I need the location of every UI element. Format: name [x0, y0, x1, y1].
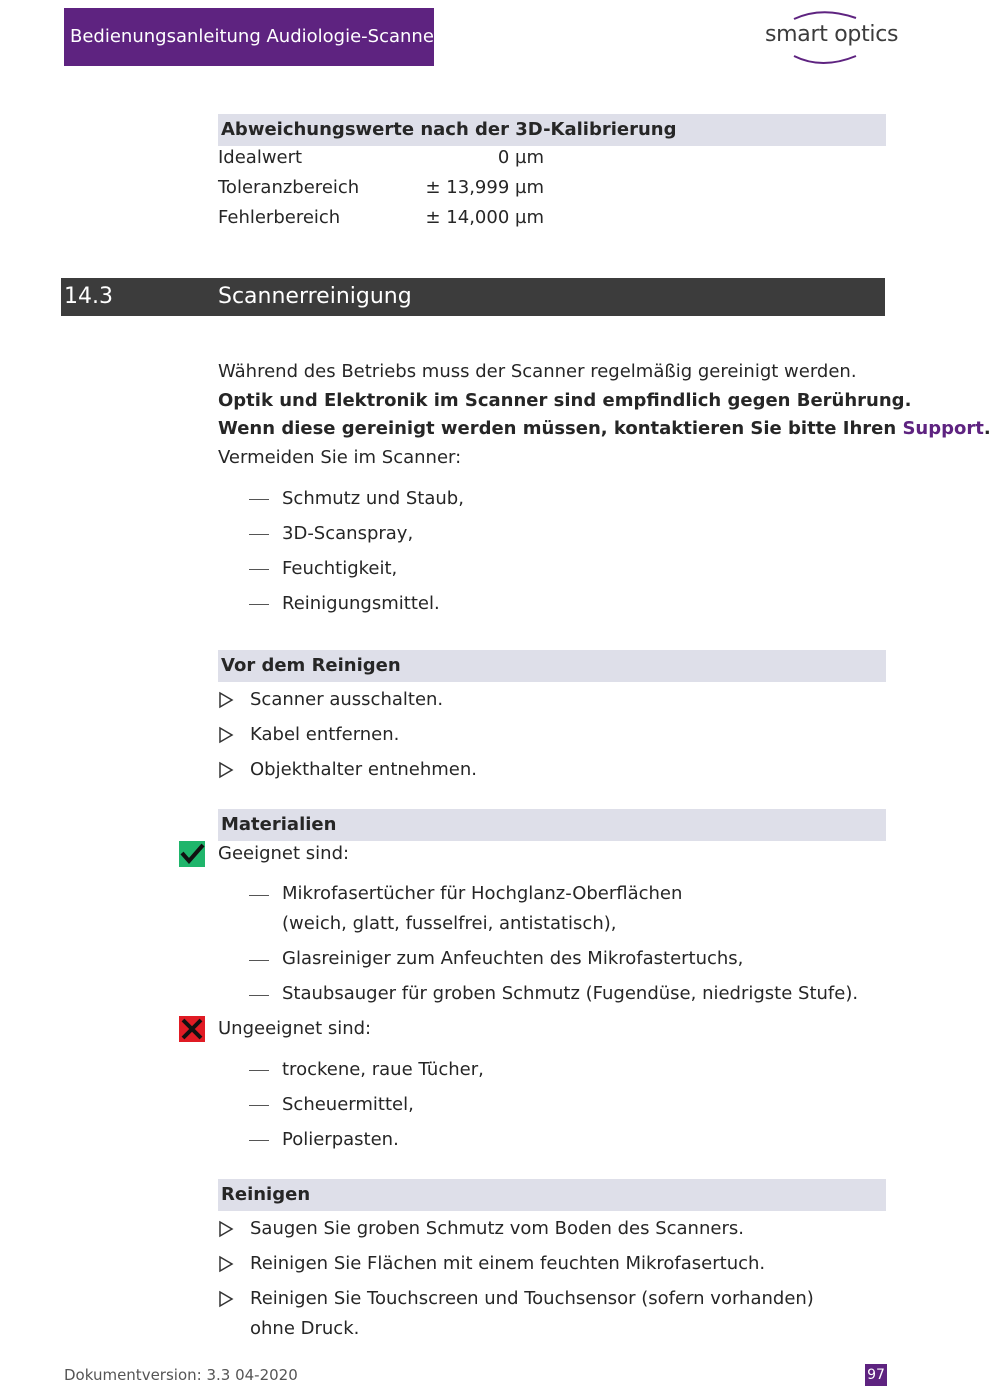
- cleaning-heading: Reinigen: [218, 1179, 886, 1211]
- cleaning-step: Reinigen Sie Touchscreen und Touchsensor (sofern vorhanden): [250, 1288, 814, 1309]
- suitable-item-continuation: (weich, glatt, fusselfrei, antistatisch),: [282, 913, 617, 934]
- unsuitable-item: Polierpasten.: [282, 1129, 399, 1150]
- before-cleaning-step: Kabel entfernen.: [250, 724, 400, 745]
- support-link[interactable]: Support: [902, 418, 984, 439]
- suitable-item: Staubsauger für groben Schmutz (Fugendüse, niedrigste Stufe).: [282, 983, 859, 1004]
- avoid-item: 3D-Scanspray,: [282, 523, 414, 544]
- dash-bullet: [249, 895, 269, 896]
- avoid-item: Schmutz und Staub,: [282, 488, 464, 509]
- cross-icon: [179, 1016, 205, 1042]
- intro-warning-line-1: Optik und Elektronik im Scanner sind empfindlich gegen Berührung.: [218, 390, 912, 411]
- calibration-heading: Abweichungswerte nach der 3D-Kalibrierung: [218, 114, 886, 146]
- checkmark-icon: [179, 841, 205, 867]
- suitable-item: Glasreiniger zum Anfeuchten des Mikrofastertuchs,: [282, 948, 744, 969]
- dash-bullet: [249, 534, 269, 535]
- step-triangle-icon: [218, 726, 234, 744]
- dash-bullet: [249, 1140, 269, 1141]
- logo-text: smart optics: [765, 22, 899, 47]
- avoid-item: Feuchtigkeit,: [282, 558, 398, 579]
- cleaning-step: Reinigen Sie Flächen mit einem feuchten Mikrofasertuch.: [250, 1253, 766, 1274]
- dash-bullet: [249, 995, 269, 996]
- intro-warning-line-2: [218, 415, 991, 443]
- before-cleaning-step: Objekthalter entnehmen.: [250, 759, 478, 780]
- intro-line-1: Während des Betriebs muss der Scanner regelmäßig gereinigt werden.: [218, 361, 857, 382]
- materials-heading: Materialien: [218, 809, 886, 841]
- intro-warning-text: Wenn diese gereinigt werden müssen, kontaktieren Sie bitte Ihren: [218, 418, 903, 439]
- smart-optics-logo: [760, 10, 899, 66]
- step-triangle-icon: [218, 1290, 234, 1308]
- step-triangle-icon: [218, 1255, 234, 1273]
- calibration-value-tolerance: ± 13,999 µm: [425, 177, 544, 198]
- dash-bullet: [249, 1105, 269, 1106]
- step-triangle-icon: [218, 1220, 234, 1238]
- unsuitable-label: Ungeeignet sind:: [218, 1018, 372, 1039]
- before-cleaning-heading: Vor dem Reinigen: [218, 650, 886, 682]
- cleaning-step-continuation: ohne Druck.: [250, 1318, 360, 1339]
- calibration-label-error: Fehlerbereich: [218, 207, 341, 228]
- calibration-value-ideal: 0 µm: [497, 147, 544, 168]
- calibration-label-ideal: Idealwert: [218, 147, 303, 168]
- dash-bullet: [249, 499, 269, 500]
- section-title: Scannerreinigung: [218, 284, 412, 309]
- section-number: 14.3: [64, 284, 113, 309]
- suitable-item: Mikrofasertücher für Hochglanz-Oberflächen: [282, 883, 683, 904]
- page-number: 97: [865, 1364, 887, 1386]
- before-cleaning-step: Scanner ausschalten.: [250, 689, 444, 710]
- calibration-value-error: ± 14,000 µm: [425, 207, 544, 228]
- section-heading: [61, 278, 885, 316]
- intro-line-4: Vermeiden Sie im Scanner:: [218, 447, 462, 468]
- suitable-label: Geeignet sind:: [218, 843, 350, 864]
- intro-warning-period: .: [983, 418, 991, 439]
- avoid-item: Reinigungsmittel.: [282, 593, 440, 614]
- step-triangle-icon: [218, 761, 234, 779]
- unsuitable-item: Scheuermittel,: [282, 1094, 414, 1115]
- dash-bullet: [249, 960, 269, 961]
- unsuitable-item: trockene, raue Tücher,: [282, 1059, 484, 1080]
- document-title: Bedienungsanleitung Audiologie-Scanner: [64, 8, 434, 66]
- document-version: Dokumentversion: 3.3 04-2020: [64, 1366, 298, 1384]
- dash-bullet: [249, 569, 269, 570]
- calibration-label-tolerance: Toleranzbereich: [218, 177, 360, 198]
- dash-bullet: [249, 604, 269, 605]
- cleaning-step: Saugen Sie groben Schmutz vom Boden des Scanners.: [250, 1218, 744, 1239]
- dash-bullet: [249, 1070, 269, 1071]
- step-triangle-icon: [218, 691, 234, 709]
